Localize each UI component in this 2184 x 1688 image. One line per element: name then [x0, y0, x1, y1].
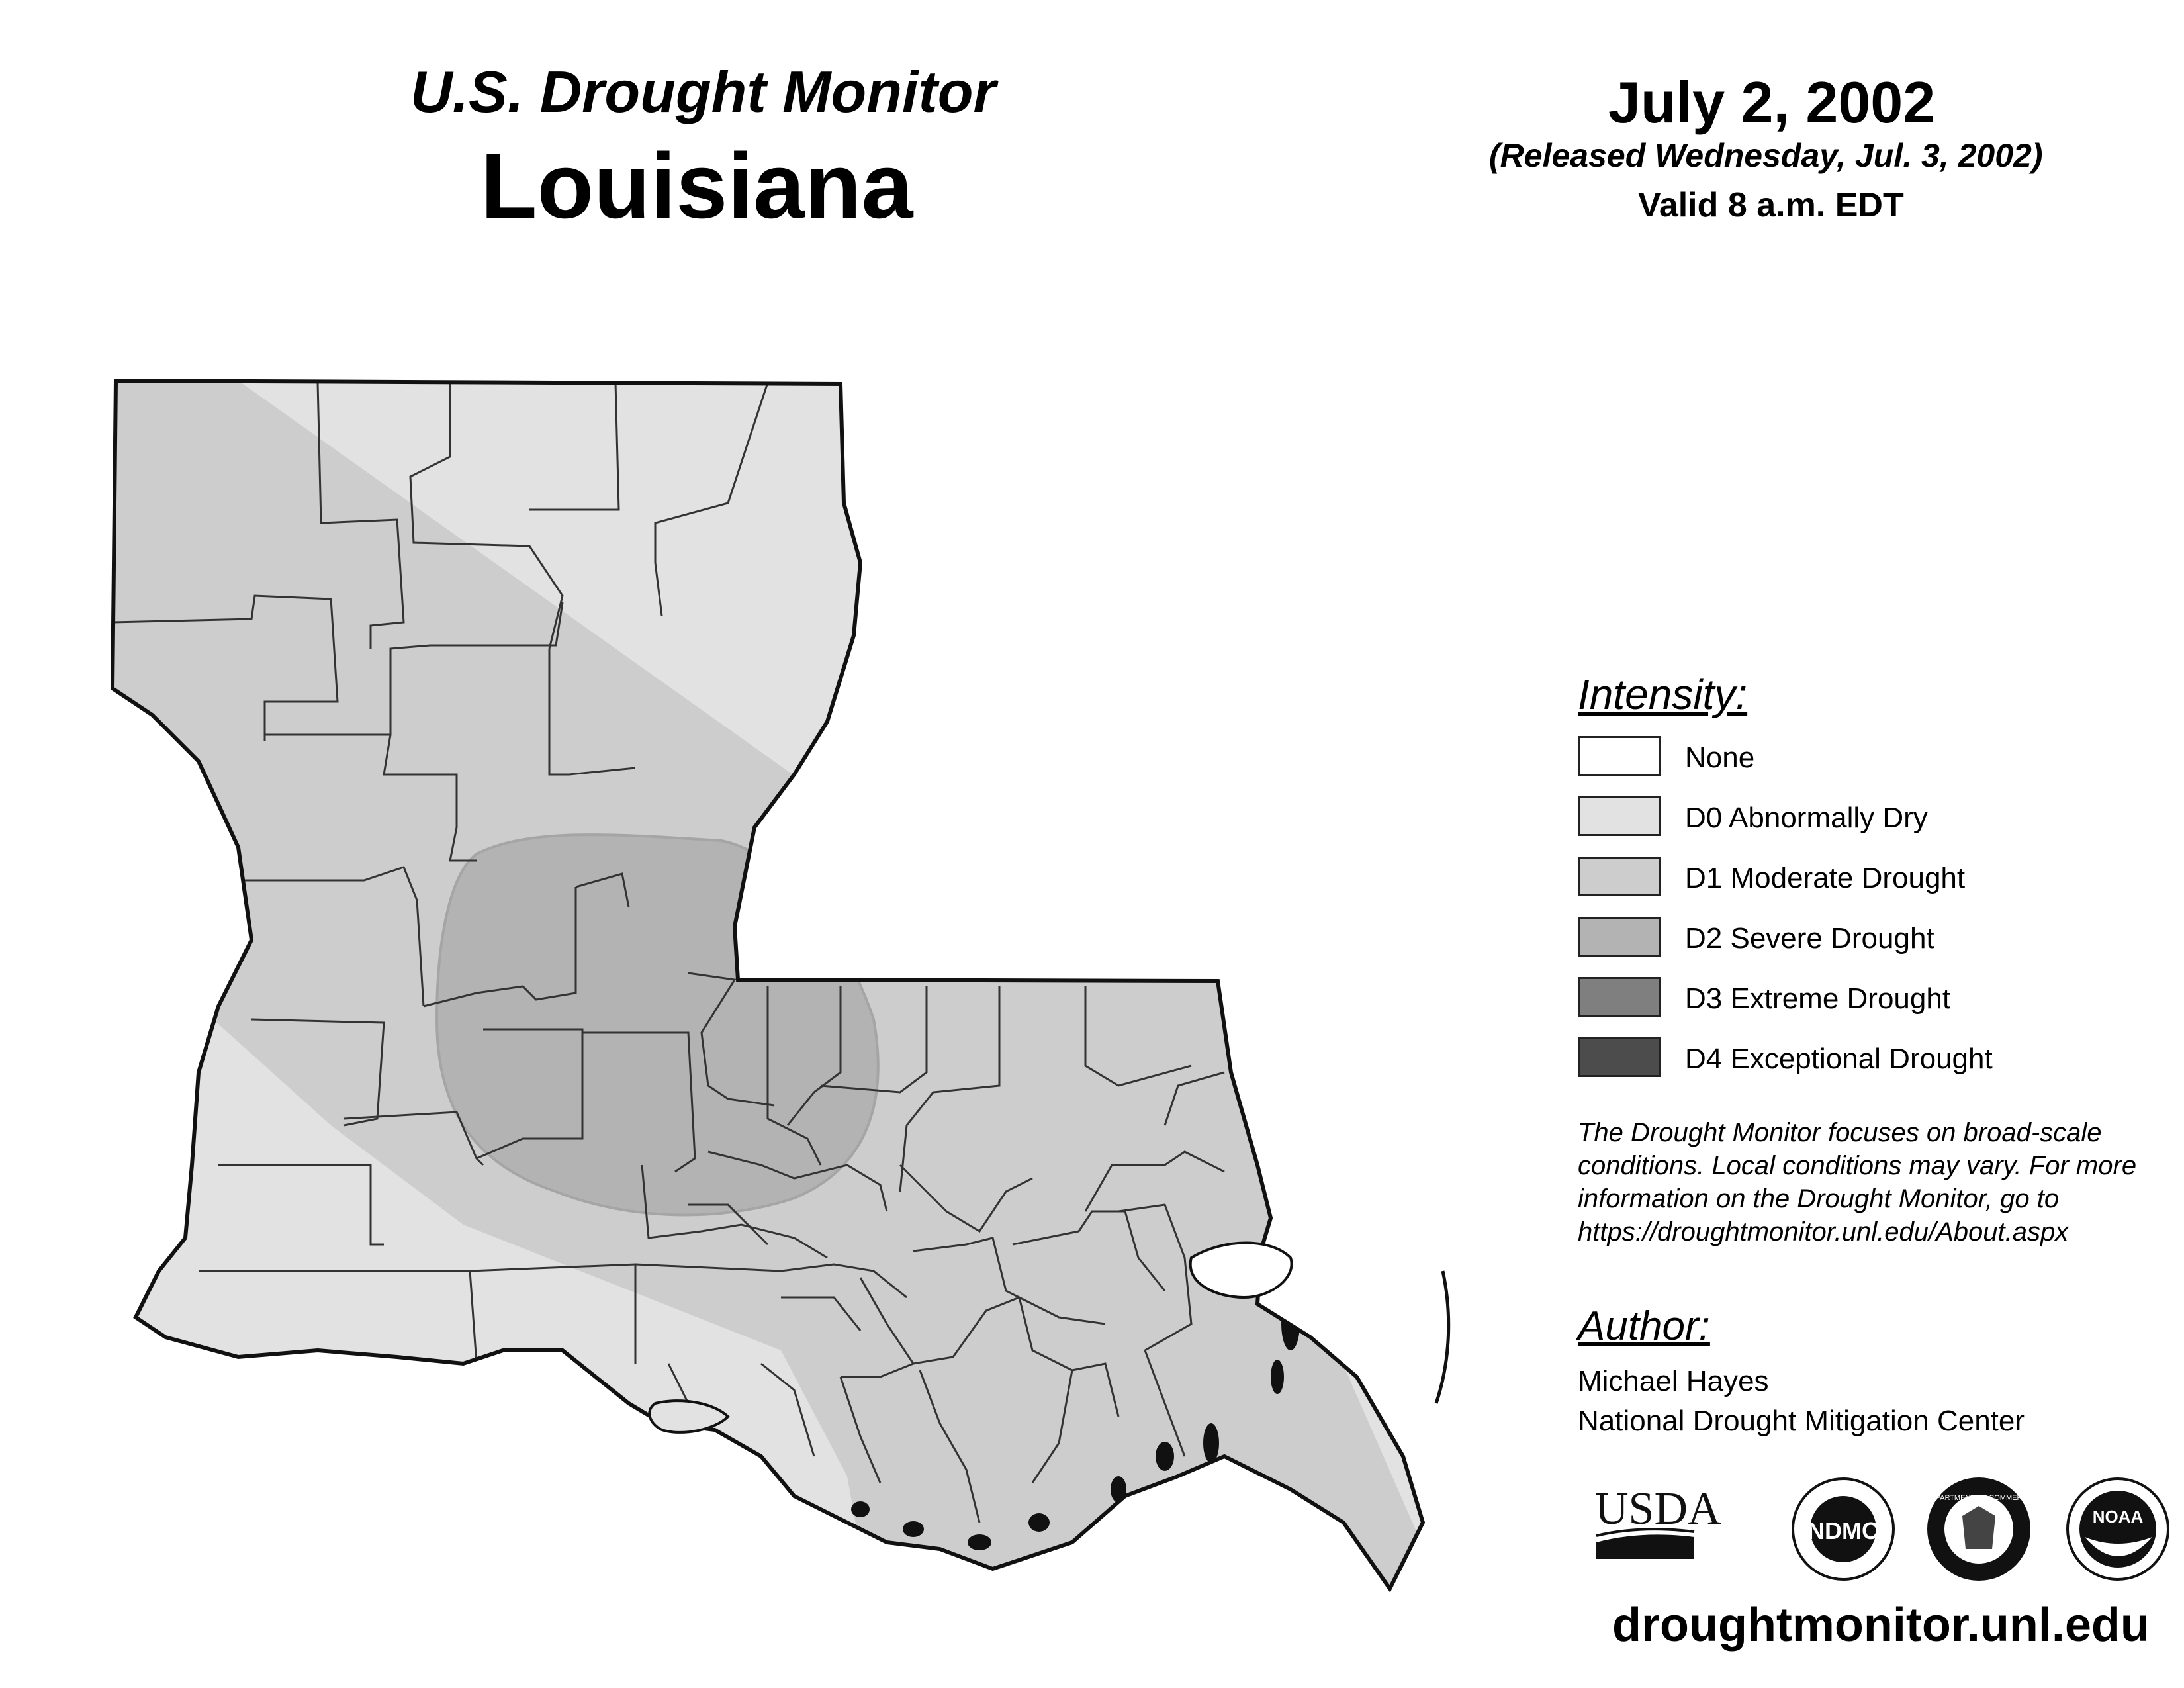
note-line: conditions. Local conditions may vary. For more — [1578, 1151, 2137, 1180]
disclaimer-note — [1578, 1116, 2173, 1248]
note-line: information on the Drought Monitor, go to — [1578, 1184, 2060, 1213]
agency-logos — [1588, 1476, 2171, 1582]
website-link[interactable]: droughtmonitor.unl.edu — [1612, 1599, 2150, 1652]
legend-swatch — [1578, 1037, 1661, 1077]
legend-swatch — [1578, 977, 1661, 1017]
release-date: (Released Wednesday, Jul. 3, 2002) — [1489, 137, 2043, 174]
map-title: Louisiana — [480, 134, 913, 238]
chandeleur-islands — [1436, 1271, 1449, 1403]
valid-time: Valid 8 a.m. EDT — [1638, 186, 1904, 224]
noaa-logo — [2068, 1479, 2168, 1579]
author-heading: Author: — [1578, 1303, 1710, 1349]
note-link[interactable]: https://droughtmonitor.unl.edu/About.aspx — [1578, 1217, 2069, 1246]
legend-swatch — [1578, 736, 1661, 776]
legend-swatch — [1578, 857, 1661, 896]
ndmc-logo-text: NDMC — [1807, 1517, 1879, 1544]
map-subtitle: U.S. Drought Monitor — [410, 59, 996, 124]
note-line: The Drought Monitor focuses on broad-scale — [1578, 1118, 2102, 1147]
legend-label: D4 Exceptional Drought — [1685, 1043, 1993, 1075]
author-name: Michael Hayes — [1578, 1365, 1769, 1397]
noaa-logo-text: NOAA — [2092, 1507, 2144, 1526]
map-date: July 2, 2002 — [1608, 70, 1936, 135]
legend-item-d2 — [1578, 917, 2107, 958]
legend-label: None — [1685, 741, 1755, 774]
legend-item-d1 — [1578, 857, 2107, 898]
usda-logo-text: USDA — [1595, 1483, 1721, 1534]
legend-label: D3 Extreme Drought — [1685, 982, 1951, 1015]
legend-title: Intensity: — [1578, 671, 1748, 718]
legend-swatch — [1578, 917, 1661, 957]
ndmc-logo — [1793, 1479, 1893, 1579]
commerce-seal-text: DEPARTMENT OF COMMERCE — [1925, 1494, 2032, 1502]
d2-drought-area — [437, 835, 878, 1215]
legend-label: D2 Severe Drought — [1685, 922, 1934, 955]
usda-logo — [1595, 1483, 1721, 1559]
legend-item-d4 — [1578, 1037, 2107, 1078]
legend-item-none — [1578, 736, 2107, 777]
legend-item-d0 — [1578, 796, 2107, 837]
commerce-seal — [1925, 1477, 2032, 1581]
louisiana-drought-map — [99, 371, 1456, 1615]
legend-swatch — [1578, 796, 1661, 836]
legend-label: D1 Moderate Drought — [1685, 862, 1966, 894]
legend-label: D0 Abnormally Dry — [1685, 802, 1928, 834]
author-organization: National Drought Mitigation Center — [1578, 1405, 2025, 1437]
legend-item-d3 — [1578, 977, 2107, 1018]
